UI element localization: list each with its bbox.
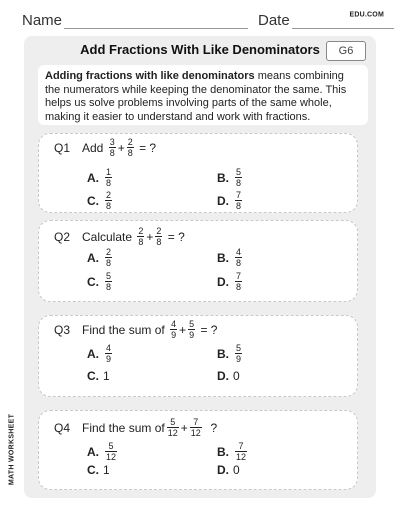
- question-text: Q1 Add $\frac{3}{8}$ + $\frac{2}{8}$ = ?: [54, 137, 157, 158]
- fraction: $\frac{5}{12}$: [167, 417, 178, 438]
- name-label: Name: [22, 12, 63, 29]
- worksheet-title: Add Fractions With Like Denominators: [80, 42, 320, 57]
- fraction: $\frac{5}{9}$: [189, 319, 195, 340]
- fraction: $\frac{2}{8}$: [127, 137, 133, 158]
- option-c[interactable]: C. 1: [87, 463, 110, 477]
- grade-badge: G6: [326, 41, 366, 61]
- option-c[interactable]: C. $\frac{2}{8}$: [87, 190, 112, 211]
- question-card-4: [38, 410, 358, 490]
- option-b[interactable]: B. $\frac{7}{12}$: [217, 441, 247, 462]
- option-b[interactable]: B. $\frac{5}{8}$: [217, 167, 242, 188]
- option-c[interactable]: C. $\frac{5}{8}$: [87, 271, 112, 292]
- option-a[interactable]: A. $\frac{5}{12}$: [87, 441, 117, 462]
- intro-text: means combining the numerators while keeping the denominator the same. This helps us solve problems involving parts of the same whole, making it easier to understand and work with fractions.: [45, 70, 347, 123]
- intro-box: [38, 65, 368, 125]
- option-b[interactable]: B. $\frac{4}{8}$: [217, 247, 242, 268]
- option-c[interactable]: C. 1: [87, 369, 110, 383]
- fraction: $\frac{7}{12}$: [190, 417, 201, 438]
- brand-logo: EDU.COM: [349, 11, 384, 19]
- question-card-1: [38, 133, 358, 213]
- intro-bold: Adding fractions with like denominators: [45, 70, 255, 82]
- question-card-2: [38, 220, 358, 302]
- option-a[interactable]: A. $\frac{4}{9}$: [87, 343, 112, 364]
- fraction: $\frac{2}{8}$: [156, 226, 162, 247]
- date-label: Date: [258, 12, 290, 29]
- name-date-row: [22, 12, 322, 32]
- fraction: $\frac{4}{9}$: [171, 319, 177, 340]
- option-d[interactable]: D. 0: [217, 369, 240, 383]
- name-line: [64, 28, 248, 29]
- option-a[interactable]: A. $\frac{2}{8}$: [87, 247, 112, 268]
- date-line: [292, 28, 394, 29]
- fraction: $\frac{2}{8}$: [138, 226, 144, 247]
- option-d[interactable]: D. 0: [217, 463, 240, 477]
- question-text: Q2 Calculate $\frac{2}{8}$ + $\frac{2}{8}$ = ?: [54, 226, 185, 247]
- sidebar-label: MATH WORKSHEET: [8, 413, 16, 486]
- question-card-3: [38, 315, 358, 397]
- option-d[interactable]: D. $\frac{7}{8}$: [217, 190, 242, 211]
- option-d[interactable]: D. $\frac{7}{8}$: [217, 271, 242, 292]
- question-text: Q4 Find the sum of $\frac{5}{12}$ + $\frac{7}{12}$ ?: [54, 417, 218, 438]
- question-text: Q3 Find the sum of $\frac{4}{9}$ + $\frac{5}{9}$ = ?: [54, 319, 218, 340]
- option-b[interactable]: B. $\frac{5}{9}$: [217, 343, 242, 364]
- option-a[interactable]: A. $\frac{1}{8}$: [87, 167, 112, 188]
- fraction: $\frac{3}{8}$: [109, 137, 115, 158]
